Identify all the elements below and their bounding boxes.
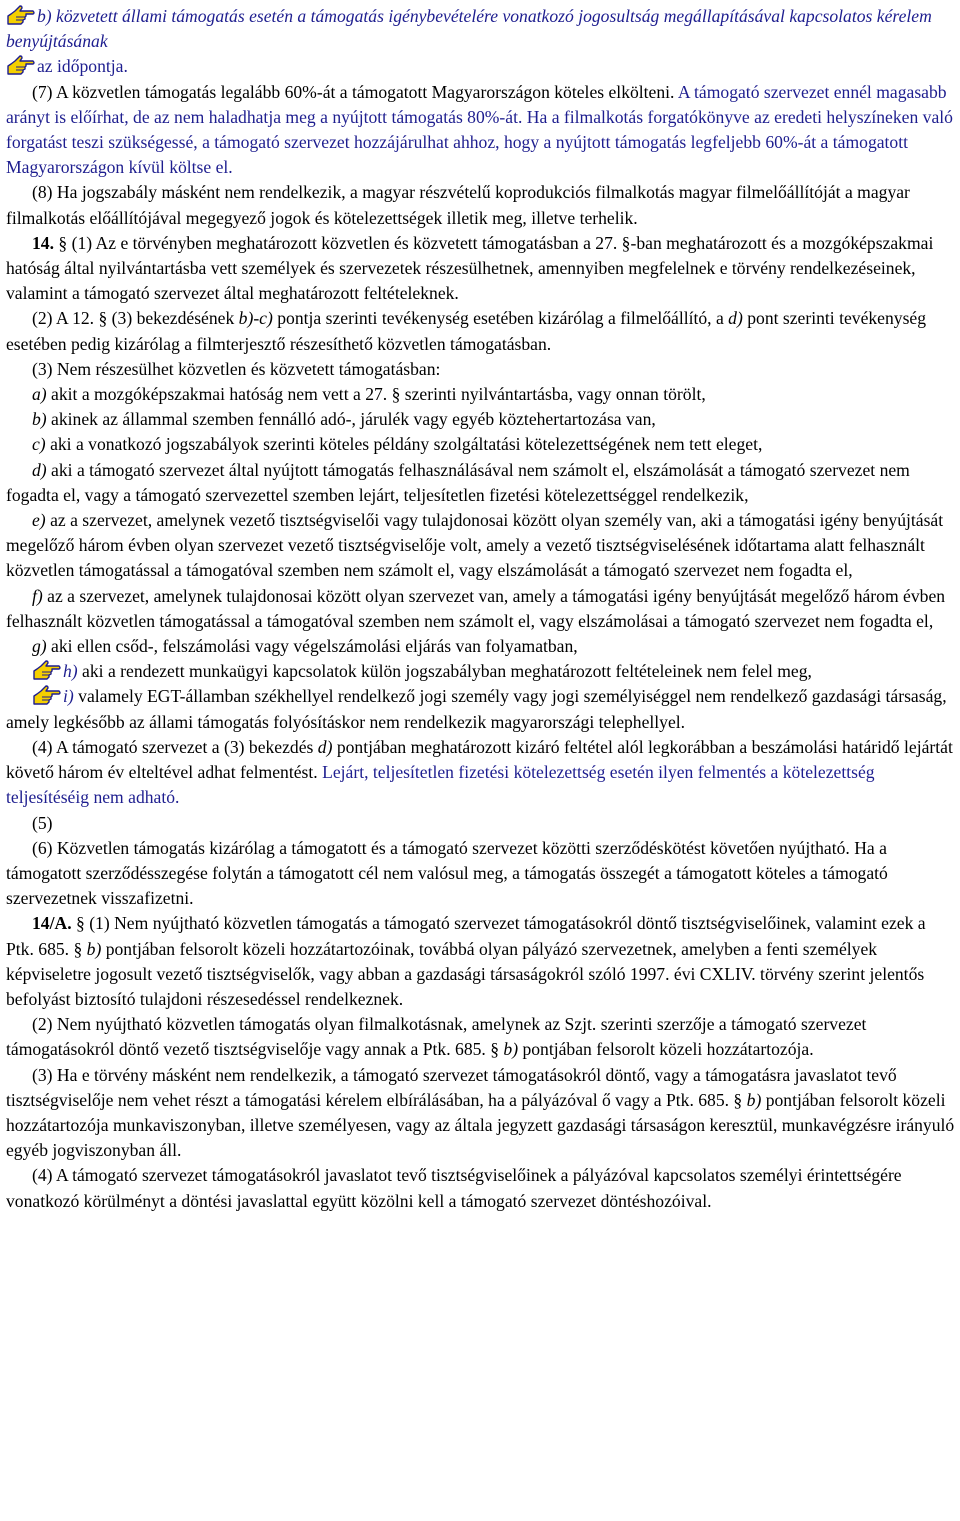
paragraph	[6, 54, 955, 79]
text-segment: b) közvetett állami támogatás esetén a támogatás igénybevételére vonatkozó jogosultság megállapításával kapcsolatos kérelem benyújtásának	[6, 6, 932, 52]
text-segment: az időpontja.	[37, 56, 128, 77]
text-segment: (3) Ha e törvény másként nem rendelkezik, a támogató szervezet támogatásokról döntő, vagy a támogatásra javaslatot tevő tisztségviselője nem vehet részt a támogatási kérelem elbírálásában, ha a pályázóval ő vagy a Ptk. 685. §	[6, 1064, 897, 1110]
paragraph	[6, 357, 955, 382]
text-segment: b)	[503, 1039, 519, 1060]
text-segment: f)	[32, 585, 43, 606]
text-segment: akit a mozgóképszakmai hatóság nem vett a 27. § szerinti nyilvántartásba, vagy onnan törölt,	[46, 384, 706, 405]
paragraph	[6, 231, 955, 307]
text-segment: pontjában felsorolt közeli hozzátartozója.	[518, 1039, 814, 1060]
paragraph	[6, 180, 955, 230]
paragraph	[6, 684, 955, 734]
text-segment: akinek az állammal szemben fennálló adó-, járulék vagy egyéb köztehertartozása van,	[46, 409, 656, 430]
text-segment: d)	[317, 736, 333, 757]
paragraph	[6, 382, 955, 407]
pointing-hand-icon	[32, 659, 62, 681]
text-segment: pontjában felsorolt közeli hozzátartozója munkaviszonyban, illetve személyesen, vagy az általa jegyzett gazdasági társaságon keresztül, munkavégzésre irányuló egyéb jogviszonyban áll.	[6, 1089, 955, 1161]
text-segment: pontjában meghatározott kizáró feltétel alól legkorábban a beszámolási határidő lejártát követő három év elteltével adhat felmentést.	[6, 736, 953, 783]
text-segment: aki a vonatkozó jogszabályok szerinti köteles példány szolgáltatási kötelezettségének nem tett eleget,	[45, 434, 763, 455]
text-segment: b)	[86, 938, 102, 959]
text-segment: (8) Ha jogszabály másként nem rendelkezik, a magyar részvételű koprodukciós filmalkotás magyar filmelőállítóját a magyar filmalkotás előállítójával megegyező jogok és kötelezettségek illetik meg, illetve terhelik.	[6, 182, 910, 228]
paragraph	[6, 911, 955, 1012]
text-segment: i)	[63, 686, 74, 707]
paragraph	[6, 811, 955, 836]
text-segment: (7) A közvetlen támogatás legalább 60%-át a támogatott Magyarországon köteles elkölteni.	[32, 81, 678, 102]
paragraph	[6, 407, 955, 432]
text-segment: 14.	[32, 232, 54, 253]
text-segment: g)	[32, 636, 47, 657]
text-segment: Lejárt, teljesítetlen fizetési kötelezettség esetén ilyen felmentés a kötelezettség teljesítéséig nem adható.	[6, 762, 875, 808]
text-segment: 14/A.	[32, 913, 72, 934]
text-segment: aki ellen csőd-, felszámolási vagy végelszámolási eljárás van folyamatban,	[46, 636, 578, 657]
text-segment: Ha a filmalkotás forgatókönyve az eredeti helyszíneken való forgatást teszi szükségessé, a támogató szervezet hozzájárulhat ahhoz, hogy a nyújtott támogatás legfeljebb 60%-át a támogatott Magyarországon kívül költse el.	[6, 106, 953, 178]
text-segment: h)	[63, 661, 78, 682]
paragraph	[6, 1012, 955, 1062]
text-segment: (2) Nem nyújtható közvetlen támogatás olyan filmalkotásnak, amelynek az Szjt. szerinti szerzője a támogató szervezet támogatásokról döntő vezető tisztségviselője vagy annak a Ptk. 685. §	[6, 1014, 867, 1060]
text-segment: pont szerinti tevékenység esetében pedig kizárólag a filmterjesztő részesíthető közvetlen támogatásban.	[6, 308, 927, 354]
text-segment: a)	[32, 384, 47, 405]
text-segment: A támogató szervezet ennél magasabb arányt is előírhat, de az nem haladhatja meg a nyújtott támogatás 80%-át.	[6, 81, 947, 127]
text-segment: b)	[746, 1089, 762, 1110]
pointing-hand-icon	[6, 4, 36, 26]
text-segment: valamely EGT-államban székhellyel rendelkező jogi személy vagy jogi személyiséggel nem rendelkező gazdasági társaság, amely legkésőbb az állami támogatás folyósításkor nem rendelkezik magyarországi telephellyel.	[6, 686, 947, 732]
paragraph	[6, 432, 955, 457]
text-segment: b)-c)	[238, 308, 273, 329]
text-segment: d)	[32, 459, 47, 480]
text-segment: § (1) Nem nyújtható közvetlen támogatás a támogató szervezet támogatásokról döntő tisztségviselőinek, valamint ezek a Ptk. 685. §	[6, 913, 926, 959]
text-segment: b)	[32, 409, 47, 430]
paragraph	[6, 735, 955, 811]
paragraph	[6, 634, 955, 659]
text-segment: pontja szerinti tevékenység esetében kizárólag a filmelőállító, a	[272, 308, 729, 329]
text-segment: az a szervezet, amelynek vezető tisztségviselői vagy tulajdonosai között olyan személy van, aki a támogatási igény benyújtását megelőző három évben olyan szervezet vezető tisztségviselője volt, amely a vezető tisztségviselésének időtartama alatt felhasznált közvetlen támogatással a támogatóval szemben nem számolt el, vagy elszámolását a támogató szervezet nem fogadta el,	[6, 510, 944, 581]
text-segment: c)	[32, 434, 46, 455]
pointing-hand-icon	[32, 684, 62, 706]
text-segment: az a szervezet, amelynek tulajdonosai között olyan szervezet van, amely a támogatási igény benyújtását megelőző három évben felhasznált közvetlen támogatással a támogatóval szemben nem számolt el, vagy elszámolásai a támogató szervezet nem fogadta el,	[6, 585, 946, 631]
paragraph	[6, 836, 955, 912]
text-segment: (3) Nem részesülhet közvetlen és közvetett támogatásban:	[32, 358, 441, 379]
pointing-hand-icon	[6, 54, 36, 76]
text-segment: e)	[32, 510, 46, 531]
text-segment: (5)	[32, 812, 53, 833]
paragraph	[6, 4, 955, 54]
paragraph	[6, 1063, 955, 1164]
text-segment: pontjában felsorolt közeli hozzátartozóinak, továbbá olyan pályázó szervezetnek, amelyben a fenti személyek képviseletre jogosult vezető tisztségviselők, vagy abban a gazdasági társaságokról szóló 1997. évi CXLIV. törvény szerint jelentős befolyást biztosító tulajdoni részesedéssel rendelkeznek.	[6, 938, 925, 1009]
paragraph	[6, 659, 955, 684]
text-segment: (2) A 12. § (3) bekezdésének	[32, 308, 239, 329]
paragraph	[6, 458, 955, 508]
paragraph	[6, 1163, 955, 1213]
paragraph	[6, 584, 955, 634]
paragraph	[6, 80, 955, 181]
text-segment: § (1) Az e törvényben meghatározott közvetlen és közvetett támogatásban a 27. §-ban meghatározott és a mozgóképszakmai hatóság által nyilvántartásba vett személyek és szervezetek részesülhetnek, amennyiben megfelelnek e törvény rendelkezéseinek, valamint a támogató szervezet által meghatározott feltételeknek.	[6, 232, 934, 304]
paragraph	[6, 508, 955, 584]
paragraph	[6, 306, 955, 356]
text-segment: (4) A támogató szervezet a (3) bekezdés	[32, 736, 318, 757]
text-segment: aki a támogató szervezet által nyújtott támogatás felhasználásával nem számolt el, elszámolását a támogató szervezet nem fogadta el, vagy a támogató szervezettel szemben lejárt, teljesítetlen fizetési kötelezettséggel rendelkezik,	[6, 459, 910, 505]
text-segment: d)	[728, 308, 743, 329]
text-segment: (6) Közvetlen támogatás kizárólag a támogatott és a támogató szervezet közötti szerződéskötést követően nyújtható. Ha a támogatott szerződésszegése folytán a támogatott cél nem valósul meg, a támogatás összegét a támogatott köteles a támogató szervezetnek visszafizetni.	[6, 837, 888, 909]
text-segment: aki a rendezett munkaügyi kapcsolatok külön jogszabályban meghatározott feltételeinek nem felel meg,	[77, 661, 812, 682]
text-segment: (4) A támogató szervezet támogatásokról javaslatot tevő tisztségviselőinek a pályázóval kapcsolatos személyi érintettségére vonatkozó körülményt a döntési javaslattal együtt közölni kell a támogató szervezet döntéshozóival.	[6, 1165, 902, 1211]
